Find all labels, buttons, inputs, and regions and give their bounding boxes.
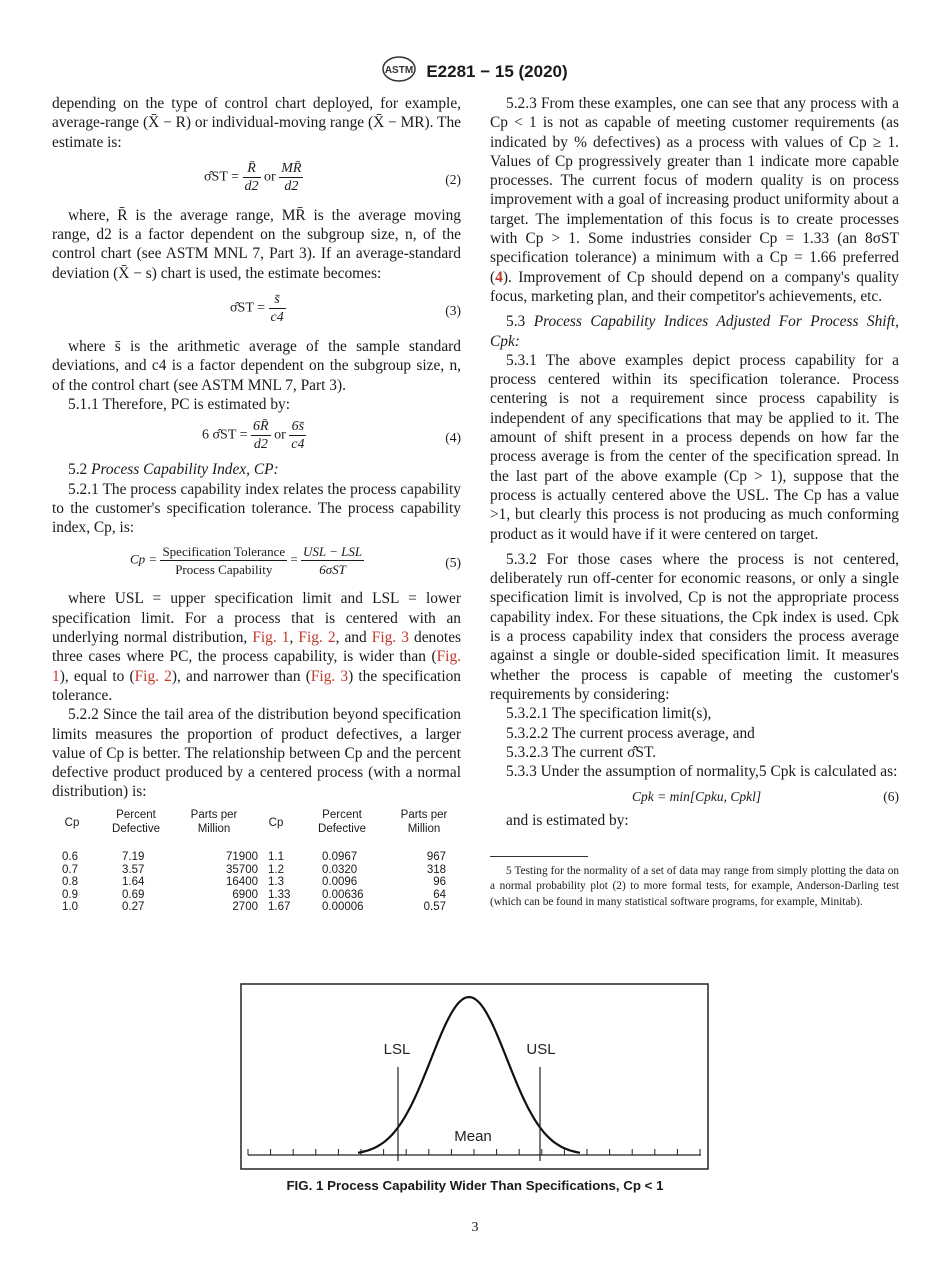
where-paragraph-3: where USL = upper specification limit and LSL = lower specification limit. For a process that is centered with an underlying normal distribution, Fig. 1, Fig. 2, and Fig. 3 denotes three cases where PC, the process capability, is wider than (Fig. 1), equal to (Fig. 2), and narrower than (Fig. 3) the specification tolerance.	[52, 590, 462, 704]
eq5-numerator-2: USL − LSL	[302, 544, 363, 560]
section-5-2-heading	[52, 460, 461, 479]
section-5-3-number: 5.3	[506, 313, 526, 331]
eq2-numerator-2: MR̄	[281, 160, 302, 176]
section-5-3-2: 5.3.2 For those cases where the process is not centered, deliberately run off-center for economic reasons, or only a single specification limit is involved, Cp is not the appropriate process capability index. For these situations, the Cpk index is used. Cpk is a process capability index that considers the process average against a single or double-sided specification limit. It measures whether the process is capable of meeting the customer's requirements by considering:	[490, 550, 899, 703]
s523-text-a: 5.2.3 From these examples, one can see that any process with a Cp < 1 is not as capable of meeting customer requirements (as indicated by % defectives) as a process with values of Cp ≥ 1. Values of Cp progressively greater than 1 indicate more capable processes. The current focus of modern quality is on process improvement with a goal of increasing product uniformity about a target. The implementation of this focus is to create processes with Cp > 1. Some industries consider Cp = 1.33 (an 8σST specification tolerance) a minimum with a Cp = 1.66 preferred (	[490, 95, 899, 286]
table-cell: 0.8	[62, 876, 78, 889]
eq3-number: (3)	[445, 303, 461, 319]
table-cell: 0.6	[62, 851, 78, 863]
table-cell: 3.57	[122, 863, 145, 876]
mean-label: Mean	[454, 1128, 492, 1145]
table-cell: 967	[426, 851, 446, 863]
eq3-lhs: σ̂ST =	[230, 300, 266, 316]
table-cell: 6900	[232, 888, 258, 901]
table-cell: 1.1	[268, 851, 284, 863]
table-cell: 0.0967	[322, 851, 358, 863]
table-cell: 96	[433, 876, 446, 889]
left-column	[52, 94, 461, 802]
eq6-formula: Cpk = min[Cpku, Cpkl]	[632, 789, 762, 805]
eq2-numerator-1: R̄	[243, 160, 261, 178]
where3-text-a: where USL = upper specification limit and LSL = lower specification limit. For a process that is centered with an underlying normal distribution,	[52, 590, 461, 647]
figure-1-graphic	[240, 983, 709, 1170]
table-header-percent-1: Percent Defective	[112, 809, 160, 835]
section-5-3-2-1: 5.3.2.1 The specification limit(s),	[506, 705, 712, 723]
where3-text-d: , and narrower than	[176, 667, 301, 685]
eq5-denominator-2: 6σST	[319, 562, 346, 578]
table-cell: 35700	[226, 863, 258, 876]
equation-6	[490, 783, 899, 811]
table-cell: 0.00006	[322, 901, 364, 914]
eq4-lhs: 6 σ̂ST =	[202, 427, 248, 443]
section-5-3-1: 5.3.1 The above examples depict process capability for a process centered within its specification tolerance. Process centering is not a requirement since process capability is independent of any specifications that may be applied to it. The amount of shift present in a process depends on how far the process average is from the center of the specification spread. In the last part of the above example (Cp > 1), suppose that the process is actually centered above the USL. The Cp has a value >1, but clearly this process is not producing as much conforming product as it would have if it were centered on target.	[490, 351, 899, 543]
table-cell: 0.0096	[322, 876, 358, 889]
figure-1-caption: FIG. 1 Process Capability Wider Than Specifications, Cp < 1	[286, 1178, 664, 1193]
table-cell: 2700	[232, 901, 258, 914]
where3-text-c: , equal to	[64, 667, 125, 685]
svg-text:ASTM: ASTM	[385, 65, 414, 76]
eq3-denominator: c4	[270, 310, 284, 326]
table-header-cp-2: Cp	[268, 817, 284, 829]
table-cell: 1.33	[268, 888, 291, 901]
eq2-denominator-2: d2	[284, 178, 299, 194]
table-cell: 0.69	[122, 888, 145, 901]
eq4-numerator-1: 6R̄	[253, 419, 269, 435]
footnote-rule	[490, 856, 588, 857]
table-cell: 0.7	[62, 863, 78, 876]
equation-4	[52, 416, 461, 460]
section-5-3-3: 5.3.3 Under the assumption of normality,5 Cpk is calculated as:	[506, 763, 898, 781]
eq2-lhs: σ̂ST =	[204, 169, 240, 185]
table-cell: 318	[426, 863, 446, 876]
eq6-number: (6)	[883, 789, 899, 805]
fig-1-link[interactable]: Fig. 1	[252, 629, 290, 647]
estimated-by-text: and is estimated by:	[506, 812, 629, 830]
section-5-3-2-3: 5.3.2.3 The current σ̂ST.	[506, 743, 657, 761]
standard-code: E2281 − 15 (2020)	[426, 61, 568, 81]
eq5-number: (5)	[445, 555, 461, 571]
table-cell: 64	[433, 888, 446, 901]
lsl-label: LSL	[383, 1041, 411, 1058]
eq4-numerator-2: 6s̄	[289, 418, 306, 436]
table-header-ppm-1: Parts per Million	[190, 809, 238, 835]
usl-label: USL	[526, 1041, 556, 1058]
section-5-3-heading	[490, 312, 899, 351]
eq4-or: or	[274, 427, 286, 443]
table-cell: 1.64	[122, 876, 145, 889]
eq2-number: (2)	[445, 171, 461, 187]
fig-2-link[interactable]: Fig. 2	[298, 629, 336, 647]
intro-paragraph: depending on the type of control chart deployed, for example, average-range (X̄ − R) or individual-moving range (X̄ − MR). The estimate is:	[52, 95, 461, 151]
section-5-2-2: 5.2.2 Since the tail area of the distribution beyond specification limits measures the proportion of product defectives, a larger value of Cp is better. The relationship between Cp and the percent defective product produced by a centered process (with a normal distribution) is:	[52, 706, 461, 801]
eq5-lhs: Cp =	[130, 551, 158, 567]
eq4-denominator-2: c4	[291, 437, 305, 453]
table-cell: 0.57	[423, 901, 446, 914]
eq4-number: (4)	[445, 430, 461, 446]
right-column	[490, 94, 899, 831]
table-cell: 0.0320	[322, 863, 358, 876]
eq2-or: or	[264, 169, 276, 185]
where3-text-e: ) the specification tolerance.	[52, 667, 461, 704]
table-cell: 16400	[226, 876, 258, 889]
figure-1	[240, 983, 709, 1170]
table-cell: 0.27	[122, 901, 145, 914]
fig-3-link[interactable]: Fig. 3	[371, 629, 409, 647]
section-5-1-1: 5.1.1 Therefore, PC is estimated by:	[68, 395, 290, 413]
eq2-denominator-1: d2	[244, 178, 259, 194]
eq5-equals: =	[290, 551, 298, 567]
section-5-2-3	[490, 94, 899, 306]
fig-1-link-2[interactable]: Fig. 1	[52, 648, 461, 685]
eq5-denominator-1: Process Capability	[175, 562, 273, 578]
section-5-2-1: 5.2.1 The process capability index relates the process capability to the customer's specification tolerance. The process capability index, Cp, is:	[52, 480, 461, 537]
equation-3	[52, 289, 461, 333]
s523-text-b: ). Improvement of Cp should depend on a company's quality focus, marketing plan, and their competitor's achievements, etc.	[490, 268, 899, 305]
section-5-3-title: Process Capability Indices Adjusted For Process Shift, Cpk:	[490, 313, 899, 350]
table-cell: 1.0	[62, 901, 78, 914]
table-cell: 1.3	[268, 876, 284, 889]
footnote-5: 5 Testing for the normality of a set of data may range from simply plotting the data on a normal probability plot (2) to more formal tests, for example, Anderson-Darling test (which can be found in many statistical software programs, for example, Minitab).	[490, 865, 899, 908]
where3-text-b: denotes three cases where PC, the process capability, is wider than	[52, 629, 462, 666]
section-5-2-title: Process Capability Index, CP:	[91, 461, 279, 479]
fig-3-link-2[interactable]: Fig. 3	[310, 667, 349, 685]
where-paragraph-1: where, R̄ is the average range, MR̄ is the average moving range, d2 is a factor dependent on the subgroup size, n, of the control chart (see ASTM MNL 7, Part 3). If an average-standard deviation (X̄ − s) chart is used, the estimate becomes:	[52, 206, 461, 282]
equation-5	[52, 541, 461, 585]
table-header-cp-1: Cp	[64, 817, 80, 829]
table-cell: 0.9	[62, 888, 78, 901]
fig-2-link-2[interactable]: Fig. 2	[134, 667, 172, 685]
eq5-numerator-1: Specification Tolerance	[162, 544, 286, 560]
section-5-3-2-2: 5.3.2.2 The current process average, and	[506, 724, 755, 742]
section-5-2-number: 5.2	[68, 461, 88, 479]
reference-4-link[interactable]: 4	[495, 268, 503, 286]
cp-table	[52, 808, 461, 928]
eq3-numerator: s̄	[269, 291, 286, 309]
axis-ticks	[248, 1149, 700, 1155]
page-header	[0, 56, 950, 87]
where-paragraph-2: where s̄ is the arithmetic average of the sample standard deviations, and c4 is a factor dependent on the subgroup size, n, of the control chart (see ASTM MNL 7, Part 3).	[52, 338, 461, 394]
eq4-denominator-1: d2	[253, 437, 268, 453]
table-cell: 1.67	[268, 901, 291, 914]
page-number: 3	[471, 1220, 479, 1235]
astm-logo-icon	[382, 56, 416, 87]
table-cell: 71900	[226, 851, 258, 863]
table-cell: 0.00636	[322, 888, 364, 901]
equation-2	[52, 158, 461, 202]
table-header-percent-2: Percent Defective	[318, 809, 366, 835]
table-cell: 7.19	[122, 851, 145, 863]
table-header-ppm-2: Parts per Million	[400, 809, 448, 835]
table-cell: 1.2	[268, 863, 284, 876]
